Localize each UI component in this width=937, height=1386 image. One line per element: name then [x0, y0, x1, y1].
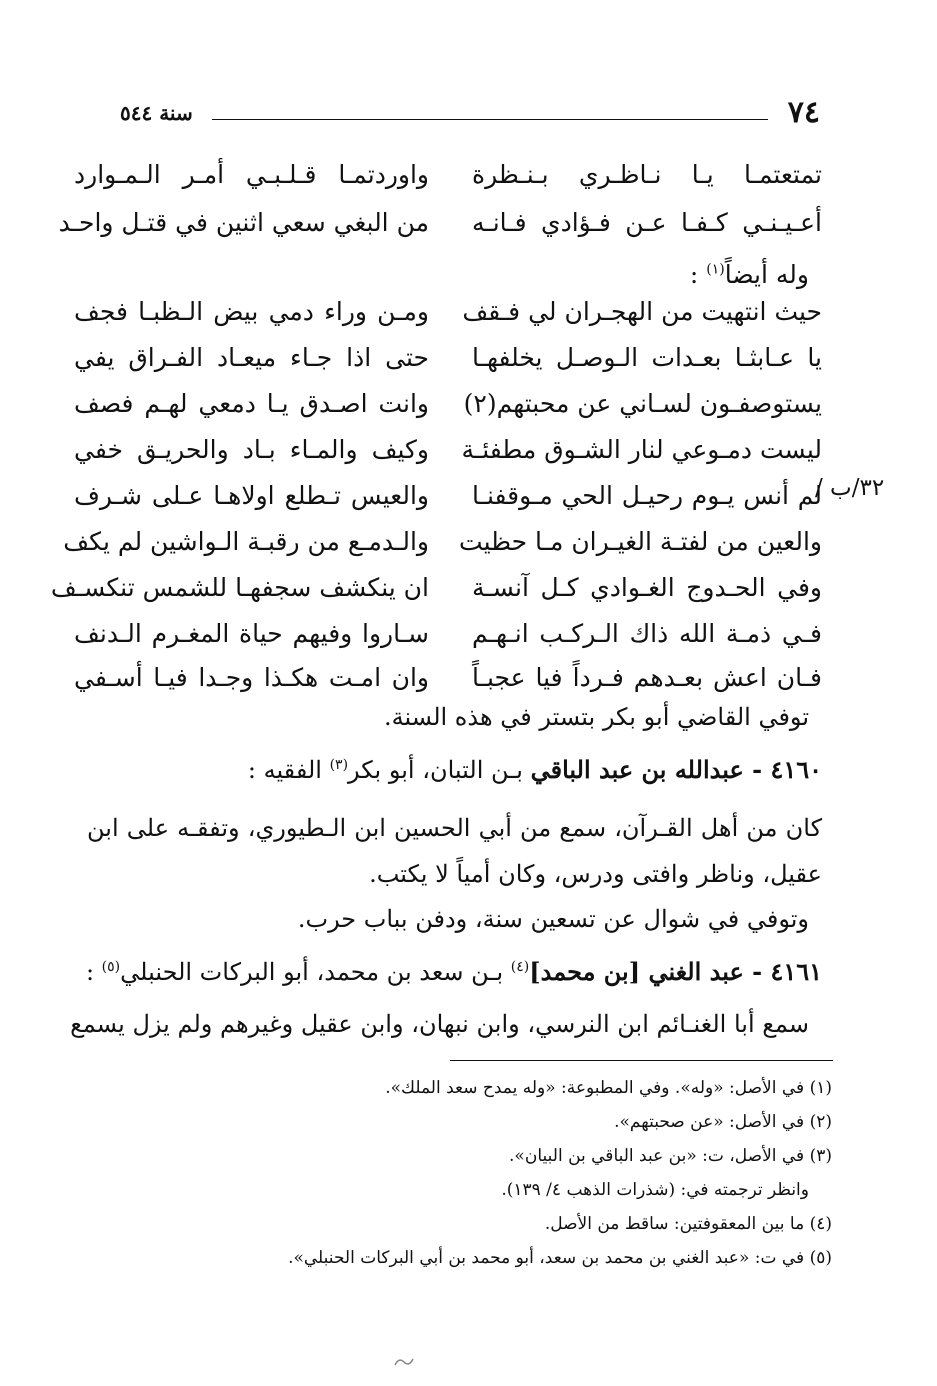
entry-4160-lineage: بـن التبان، أبو بكر	[348, 756, 531, 784]
entry-4161-colon: :	[85, 958, 102, 986]
entry-4160-heading	[248, 755, 822, 784]
footnote-3-continued: وانظر ترجمته في: (شذرات الذهب ٤/ ١٣٩).	[501, 1180, 809, 1200]
poem2-verse3-left: وانت اصـدق يـا دمعي لهـم فصف	[74, 389, 429, 418]
poem2-verse5-left: والعيس تـطلع اولاهـا عـلى شـرف	[74, 481, 429, 510]
year-label: سنة ٥٤٤	[120, 101, 193, 125]
poem2-verse1-right: حيث انتهيت من الهجـران لي فـقف	[462, 297, 822, 326]
poem2-verse3-right: يستوصفـون لسـاني عن محبتهم(٢)	[463, 389, 822, 418]
entry-4161-name: عبد الغني [بن محمد]	[529, 957, 744, 986]
poem2-verse9-left: وان امـت هكـذا وجـدا فيـا أسـفي	[74, 663, 429, 692]
poem2-verse7-right: وفي الحـدوج الغـوادي كـل آنسـة	[472, 573, 822, 602]
poem2-verse7-left: ان ينكشف سجفهـا للشمس تنكسـف	[50, 573, 429, 602]
poem2-verse6-left: والـدمـع من رقبـة الـواشين لم يكف	[63, 527, 429, 556]
poem2-verse5-right: لم أنس يـوم رحيـل الحي مـوقفنـا	[472, 481, 822, 510]
poem2-verse8-left: سـاروا وفيهم حياة المغـرم الـدنف	[74, 619, 429, 648]
poem2-verse2-right: يا عـابثـا بعـدات الـوصـل يخلفهـا	[472, 343, 822, 372]
header-rule	[212, 119, 768, 120]
footnote-separator	[450, 1060, 833, 1061]
footnote-5: (٥) في ت: «عبد الغني بن محمد بن سعد، أبو محمد بن أبي البركات الحنبلي».	[288, 1248, 832, 1268]
page-header	[120, 95, 820, 135]
footnote-3: (٣) في الأصل، ت: «بن عبد الباقي بن البيان».	[509, 1146, 832, 1166]
entry-4160-death: وتوفي في شوال عن تسعين سنة، ودفن بباب حرب.	[297, 905, 809, 933]
poem2-intro-text: وله أيضاً	[724, 260, 809, 289]
poem1-verse2-left: من البغي سعي اثنين في قتـل واحـد	[58, 208, 429, 237]
death-note: توفي القاضي أبو بكر بتستر في هذه السنة.	[384, 703, 809, 731]
entry-4160-number: ٤١٦٠ -	[743, 755, 822, 784]
poem2-verse4-right: ليست دمـوعي لنار الشـوق مطفئـة	[461, 435, 822, 464]
entry-4161-number: ٤١٦١ -	[743, 957, 822, 986]
poem2-intro-colon: :	[689, 260, 707, 289]
poem2-verse8-right: فـي ذمـة الله ذاك الـركـب انـهـم	[472, 619, 822, 648]
entry-4160-body: كان من أهل القـرآن، سمع من أبي الحسين ابن الـطيوري، وتفقـه على ابن عقيل، وناظر وافتى ودرس، وكان أمياً لا يكتب.	[87, 814, 822, 888]
poem2-intro	[690, 260, 809, 289]
entry-4160-title: الفقيه :	[247, 756, 330, 784]
footnote-ref-5: (٥)	[101, 959, 121, 975]
poem2-verse9-right: فـان اعش بعـدهم فـرداً فيا عجبـاً	[472, 663, 822, 692]
poem1-verse1-right: تمتعتمـا يـا نـاظـري بـنـظرة	[472, 160, 822, 189]
poem2-verse4-left: وكيف والمـاء بـاد والحريـق خفي	[74, 435, 429, 464]
entry-4161-heading	[86, 957, 822, 986]
footnote-1: (١) في الأصل: «وله». وفي المطبوعة: «وله يمدح سعد الملك».	[385, 1078, 832, 1098]
entry-4160-name: عبدالله بن عبد الباقي	[530, 755, 744, 784]
entry-4161-body: سمع أبا الغنـائم ابن النرسي، وابن نبهان، وابن عقيل وغيرهم ولم يزل يسمع	[70, 1010, 809, 1038]
poem1-verse2-right: أعـيـنـي كـفـا عـن فـؤادي فـانـه	[472, 208, 822, 237]
poem2-verse6-right: والعين من لفتـة الغيـران مـا حظيت	[459, 527, 822, 556]
footnote-ref-4: (٤)	[510, 959, 530, 975]
ornament-mark	[393, 1355, 415, 1369]
poem2-verse2-left: حتى اذا جـاء ميعـاد الفـراق يفي	[74, 343, 429, 372]
poem1-verse1-left: واوردتمـا قـلـبـي أمـر الـمـوارد	[74, 160, 429, 189]
entry-4161-lineage: بـن سعد بن محمد، أبو البركات الحنبلي	[120, 958, 511, 986]
poem2-verse1-left: ومـن وراء دمي بيض الـظبـا فجف	[74, 297, 429, 326]
page-number: ٧٤	[787, 95, 820, 130]
footnote-ref-1: (١)	[706, 261, 725, 278]
footnote-ref-3: (٣)	[329, 757, 349, 773]
page-ornament	[393, 1354, 415, 1373]
footnote-2: (٢) في الأصل: «عن صحبتهم».	[614, 1112, 832, 1132]
footnote-4: (٤) ما بين المعقوفتين: ساقط من الأصل.	[544, 1214, 832, 1234]
manuscript-folio-marker: ٣٢/ب /	[815, 475, 885, 501]
